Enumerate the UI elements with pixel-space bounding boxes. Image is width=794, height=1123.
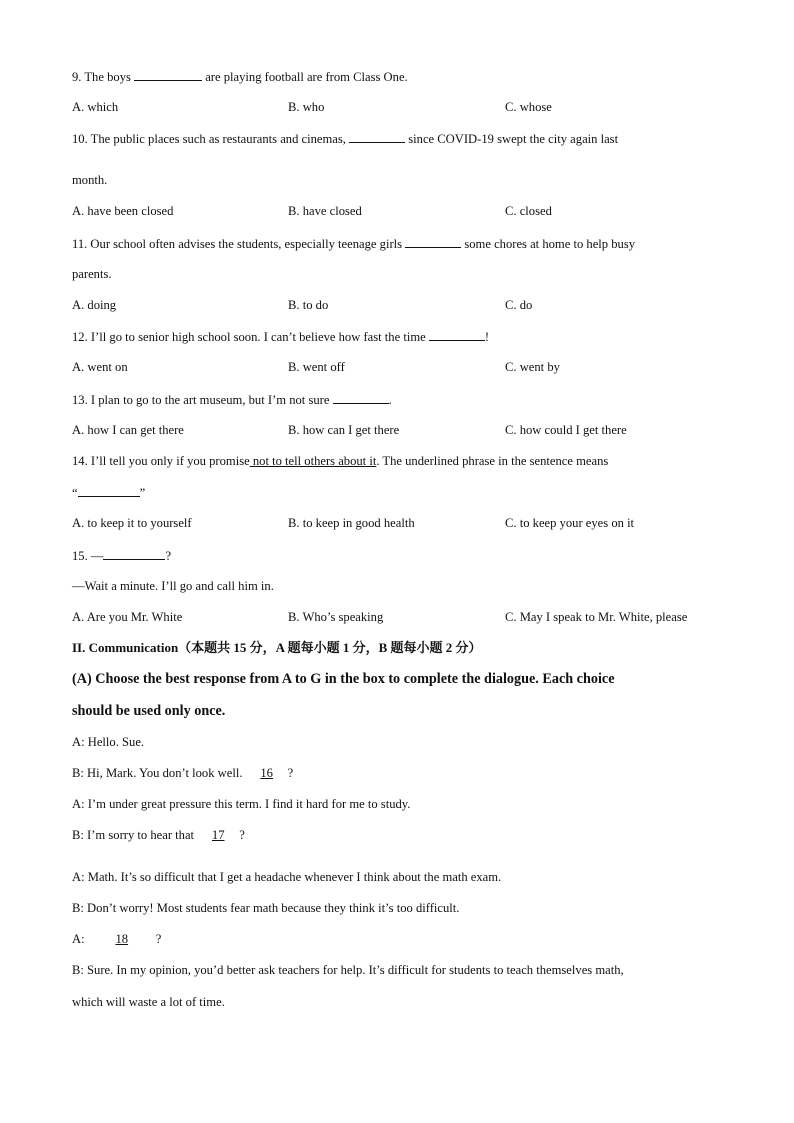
question-12-option-c: C. went by	[505, 360, 560, 374]
stem-text: 12. I’ll go to senior high school soon. I can’t believe how fast the time	[72, 330, 429, 344]
dialogue-line: A: Hello. Sue.	[72, 735, 145, 749]
stem-text: . The underlined phrase in the sentence means	[376, 454, 609, 468]
stem-text: 14. I’ll tell you only if you promise	[72, 454, 250, 468]
question-14-option-c: C. to keep your eyes on it	[505, 516, 635, 530]
question-9-option-c: C. whose	[505, 100, 552, 114]
question-10-option-a: A. have been closed	[72, 204, 174, 218]
dialogue-text: B: Hi, Mark. You don’t look well.	[72, 766, 246, 780]
section-instruction-line-2: should be used only once.	[72, 703, 226, 719]
question-10-option-b: B. have closed	[288, 204, 362, 218]
question-15-option-b: B. Who’s speaking	[288, 610, 384, 624]
question-11-stem-cont: parents.	[72, 267, 112, 281]
answer-blank	[405, 235, 461, 248]
dialogue-line: B: Don’t worry! Most students fear math because they think it’s too difficult.	[72, 901, 460, 915]
dialogue-line	[72, 827, 245, 843]
question-14-stem	[72, 453, 608, 469]
question-12-option-b: B. went off	[288, 360, 345, 374]
dialogue-line: A: I’m under great pressure this term. I find it hard for me to study.	[72, 797, 411, 811]
answer-blank	[78, 484, 140, 497]
question-11-stem	[72, 235, 635, 252]
stem-text: some chores at home to help busy	[461, 237, 636, 251]
stem-text: since COVID-19 swept the city again last	[405, 132, 619, 146]
question-13-option-c: C. how could I get there	[505, 423, 627, 437]
answer-blank	[333, 391, 389, 404]
question-11-option-a: A. doing	[72, 298, 117, 312]
stem-text: !	[484, 330, 490, 344]
dialogue-blank-18: 18	[115, 932, 129, 946]
question-11-option-c: C. do	[505, 298, 533, 312]
question-11-option-b: B. to do	[288, 298, 329, 312]
stem-text: .	[388, 393, 392, 407]
question-10-stem	[72, 130, 618, 147]
stem-text: 10. The public places such as restaurants and cinemas,	[72, 132, 350, 146]
question-9-stem	[72, 68, 408, 85]
stem-text: 13. I plan to go to the art museum, but I’m not sure	[72, 393, 333, 407]
dialogue-text: A:	[72, 932, 88, 946]
open-quote: “	[72, 486, 78, 500]
question-10-stem-cont: month.	[72, 173, 108, 187]
question-15-option-c: C. May I speak to Mr. White, please	[505, 610, 688, 624]
question-15-option-a: A. Are you Mr. White	[72, 610, 183, 624]
stem-text: 15. —	[72, 549, 104, 563]
question-13-option-b: B. how can I get there	[288, 423, 400, 437]
answer-blank	[103, 547, 165, 560]
dialogue-text: ?	[287, 766, 294, 780]
answer-blank	[134, 68, 202, 81]
section-heading: II. Communication（本题共 15 分，A 题每小题 1 分，B 题每小题 2 分）	[72, 640, 482, 655]
stem-text: ?	[165, 549, 172, 563]
answer-blank	[429, 328, 485, 341]
dialogue-text: ?	[155, 932, 162, 946]
question-15-stem	[72, 547, 171, 564]
answer-blank	[349, 130, 405, 143]
question-12-option-a: A. went on	[72, 360, 128, 374]
question-14-stem-cont	[72, 484, 145, 501]
dialogue-text: B: I’m sorry to hear that	[72, 828, 198, 842]
dialogue-blank-17: 17	[211, 828, 225, 842]
stem-text: 9. The boys	[72, 70, 135, 84]
stem-text: are playing football are from Class One.	[202, 70, 408, 84]
question-15-reply: —Wait a minute. I’ll go and call him in.	[72, 579, 274, 593]
close-quote: ”	[139, 486, 146, 500]
question-14-option-b: B. to keep in good health	[288, 516, 415, 530]
dialogue-line: which will waste a lot of time.	[72, 995, 225, 1009]
question-9-option-b: B. who	[288, 100, 325, 114]
question-14-option-a: A. to keep it to yourself	[72, 516, 192, 530]
section-instruction-line-1: (A) Choose the best response from A to G in the box to complete the dialogue. Each choice	[72, 671, 615, 687]
question-13-stem	[72, 391, 392, 408]
dialogue-text: ?	[239, 828, 245, 842]
question-9-option-a: A. which	[72, 100, 119, 114]
question-13-option-a: A. how I can get there	[72, 423, 184, 437]
dialogue-line: B: Sure. In my opinion, you’d better ask teachers for help. It’s difficult for students to teach themselves math,	[72, 963, 624, 977]
underlined-phrase: not to tell others about it	[249, 454, 377, 468]
stem-text: 11. Our school often advises the students, especially teenage girls	[72, 237, 406, 251]
dialogue-line	[72, 765, 293, 781]
question-10-option-c: C. closed	[505, 204, 552, 218]
dialogue-line: A: Math. It’s so difficult that I get a headache whenever I think about the math exam.	[72, 870, 502, 884]
dialogue-blank-16: 16	[260, 766, 273, 780]
question-12-stem	[72, 328, 489, 345]
dialogue-line	[72, 931, 161, 947]
